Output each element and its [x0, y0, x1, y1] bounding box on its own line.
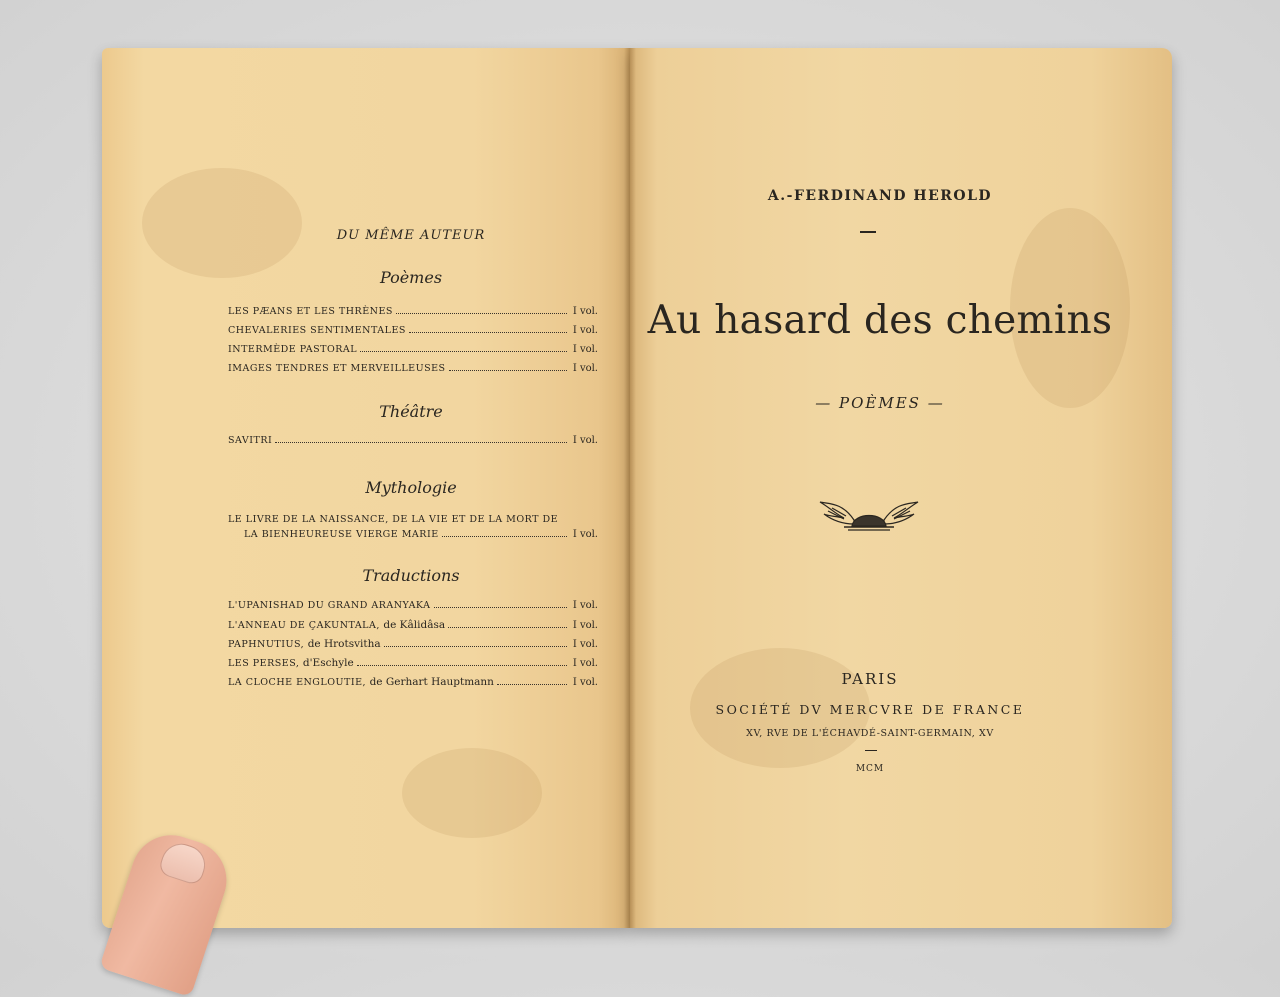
- publication-city: PARIS: [841, 670, 899, 688]
- list-item: [228, 676, 598, 692]
- entry-title-continued: LA BIENHEUREUSE VIERGE MARIE: [244, 529, 439, 540]
- entry-author: de Gerhart Hauptmann: [369, 676, 494, 688]
- entry-title: PAPHNUTIUS,: [228, 639, 305, 650]
- entry-title: LES PÆANS ET LES THRÈNES: [228, 306, 393, 317]
- separator-dash: [860, 231, 876, 233]
- book-gutter: [624, 48, 636, 928]
- section-title-theatre: Théâtre: [379, 402, 443, 421]
- entry-volume: I vol.: [572, 639, 598, 650]
- entry-title: IMAGES TENDRES ET MERVEILLEUSES: [228, 363, 446, 374]
- page-heading: DU MÊME AUTEUR: [336, 228, 486, 243]
- right-page: [630, 48, 1172, 928]
- entry-title: CHEVALERIES SENTIMENTALES: [228, 325, 406, 336]
- entry-title: LES PERSES,: [228, 658, 300, 669]
- separator-dash: [865, 750, 877, 751]
- list-item: [228, 344, 598, 360]
- list-item: [228, 363, 598, 379]
- publisher-address: XV, RVE DE L'ÉCHAVDÉ-SAINT-GERMAIN, XV: [746, 728, 994, 739]
- list-item: [228, 638, 598, 654]
- entry-title: L'UPANISHAD DU GRAND ARANYAKA: [228, 600, 431, 611]
- book-title: Au hasard des chemins: [647, 298, 1113, 343]
- author-name: A.-FERDINAND HEROLD: [767, 188, 993, 204]
- list-item: [228, 325, 598, 341]
- entry-author: de Kâlidâsa: [383, 619, 446, 631]
- entry-volume: I vol.: [572, 306, 598, 317]
- entry-title: LE LIVRE DE LA NAISSANCE, DE LA VIE ET DE LA MORT DE: [228, 514, 559, 525]
- entry-volume: I vol.: [572, 529, 598, 540]
- paper-stain: [142, 168, 302, 278]
- publisher-name: SOCIÉTÉ DV MERCVRE DE FRANCE: [715, 702, 1025, 717]
- book-subtitle: — POÈMES —: [815, 394, 945, 412]
- entry-volume: I vol.: [572, 600, 598, 611]
- entry-volume: I vol.: [572, 344, 598, 355]
- list-item: [228, 306, 598, 322]
- entry-volume: I vol.: [572, 620, 598, 631]
- entry-title: L'ANNEAU DE ÇAKUNTALA,: [228, 620, 380, 631]
- fingernail: [157, 839, 210, 887]
- entry-volume: I vol.: [572, 325, 598, 336]
- entry-title: SAVITRI: [228, 435, 273, 446]
- winged-helmet-icon: [818, 496, 920, 536]
- paper-stain: [402, 748, 542, 838]
- list-item: [228, 657, 598, 673]
- section-title-poemes: Poèmes: [379, 268, 443, 287]
- entry-volume: I vol.: [572, 677, 598, 688]
- entry-author: de Hrotsvitha: [307, 638, 381, 650]
- entry-volume: I vol.: [572, 658, 598, 669]
- section-title-mythologie: Mythologie: [365, 478, 457, 497]
- list-item: [228, 600, 598, 616]
- entry-volume: I vol.: [572, 435, 598, 446]
- entry-author: d'Eschyle: [302, 657, 354, 669]
- list-item: [228, 435, 598, 451]
- entry-volume: I vol.: [572, 363, 598, 374]
- section-title-traductions: Traductions: [362, 566, 460, 585]
- list-item: [228, 619, 598, 635]
- entry-title: LA CLOCHE ENGLOUTIE,: [228, 677, 367, 688]
- publication-year: MCM: [855, 764, 885, 774]
- list-item: [244, 529, 598, 545]
- entry-title: INTERMÈDE PASTORAL: [228, 344, 358, 355]
